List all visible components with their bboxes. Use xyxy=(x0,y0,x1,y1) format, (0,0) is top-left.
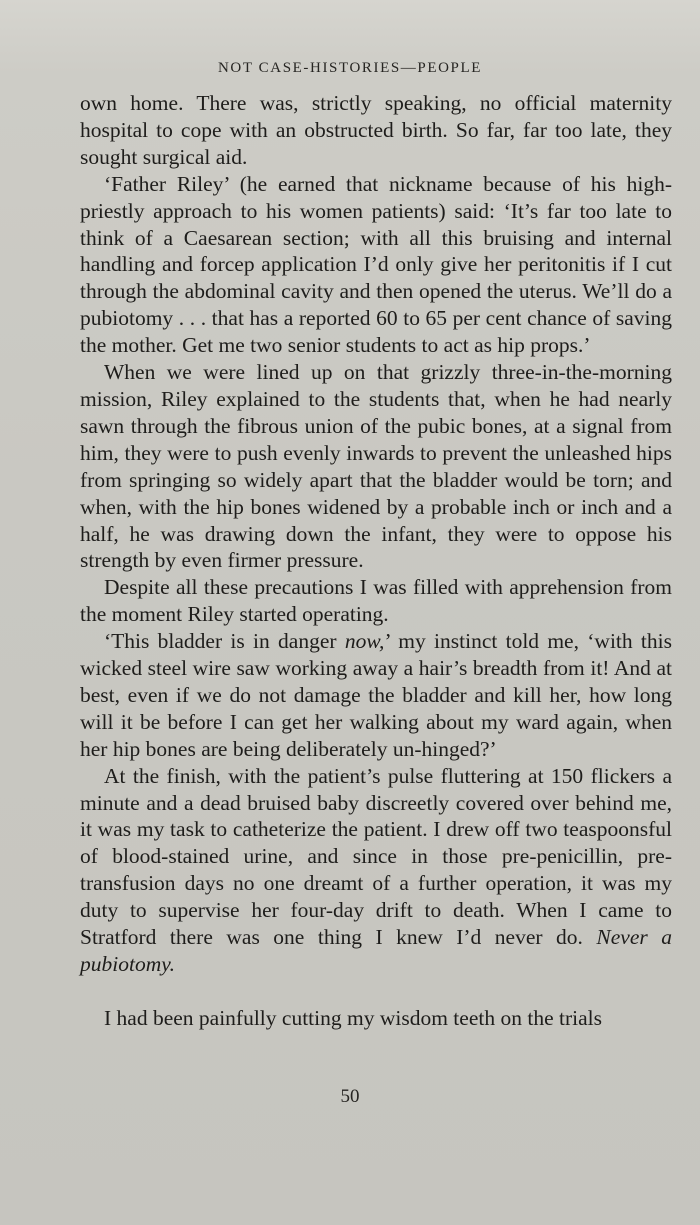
running-head: NOT CASE-HISTORIES—PEOPLE xyxy=(217,60,483,76)
paragraph-3: When we were lined up on that grizzly three-in-the-morning mission, Riley explained to the students that, when he had nearly sawn through the fibrous union of the pubic bones, at a signal from him, they were to push evenly inwards to prevent the unleashed hips from springing so widely apart that the bladder would be torn; and when, with the hip bones widened by a probable inch or inch and a half, he was drawing down the infant, they were to oppose his strength by even firmer pressure. xyxy=(80,360,672,573)
paragraph-6-start: At the finish, with the patient’s pulse fluttering at 150 flickers a minute and a dead bruised baby discreetly covered over behind me, it was my task to catheterize the patient. I drew off two teaspoonsful of blood-stained urine, and since in those pre-penicillin, pre-transfusion days no one dreamt of a further operation, it was my duty to supervise her four-day drift to death. When I came to Stratford there was one thing I knew I’d never do. xyxy=(80,763,672,950)
paragraph-5-emphasis: now, xyxy=(344,629,385,654)
page-number: 50 xyxy=(340,1086,360,1107)
body-text xyxy=(80,90,672,1032)
paragraph-2: ‘Father Riley’ (he earned that nickname because of his high-priestly approach to his women patients) said: ‘It’s far too late to think of a Caesarean section; with all this bruising and internal handling and forcep application I’d only give her peritonitis if I cut through the abdominal cavity and then opened the uterus. We’ll do a pubiotomy . . . that has a reported 60 to 65 per cent chance of saving the mother. Get me two senior students to act as hip props.’ xyxy=(80,171,672,358)
paragraph-5-start: ‘This bladder is in danger xyxy=(104,629,345,654)
paragraph-6-emphasis: Never a pubiotomy. xyxy=(80,925,672,976)
paragraph-5 xyxy=(80,628,672,763)
paragraph-5-end: ’ my instinct told me, ‘with this wicked steel wire saw working away a hair’s breadth from it! And at best, even if we do not damage the bladder and kill her, how long will it be before I can get her walking about my ward again, when her hip bones are being deliberately un-hinged?’ xyxy=(80,629,672,761)
paragraph-1: own home. There was, strictly speaking, no official maternity hospital to cope with an obstructed birth. So far, far too late, they sought surgical aid. xyxy=(80,91,672,169)
paragraph-4: Despite all these precautions I was filled with apprehension from the moment Riley started operating. xyxy=(80,575,672,627)
paragraph-7: I had been painfully cutting my wisdom teeth on the trials xyxy=(104,1005,602,1030)
paragraph-6 xyxy=(80,763,672,978)
